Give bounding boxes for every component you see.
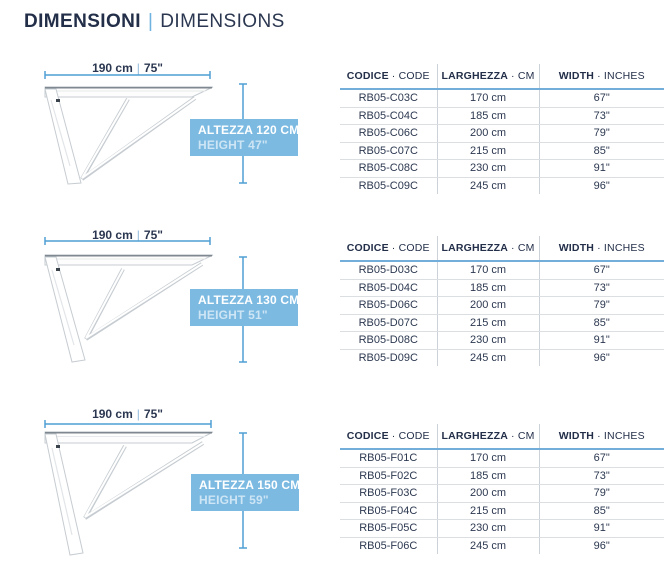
code-cell: RB05-D03C — [340, 261, 437, 279]
code-cell: RB05-F05C — [340, 520, 437, 538]
col-header-width-inches: WIDTH · INCHES — [539, 236, 664, 261]
table-row — [340, 502, 664, 520]
dimensions-table-130 — [340, 236, 664, 366]
title-italian: DIMENSIONI — [24, 11, 141, 32]
width-in-cell: 85" — [539, 142, 664, 160]
width-in-cell: 67" — [539, 89, 664, 107]
col-header-code: CODICE · CODE — [340, 424, 437, 449]
code-cell: RB05-C03C — [340, 89, 437, 107]
width-in-cell: 73" — [539, 467, 664, 485]
width-cm-cell: 230 cm — [437, 520, 539, 538]
table-row — [340, 314, 664, 332]
code-cell: RB05-D07C — [340, 314, 437, 332]
width-in-cell: 96" — [539, 349, 664, 366]
height-badge-130: ALTEZZA 130 CM HEIGHT 51" — [190, 289, 298, 326]
code-cell: RB05-C09C — [358, 179, 418, 192]
table-row — [340, 332, 664, 350]
col-header-width-inches: WIDTH · INCHES — [539, 64, 664, 89]
width-cm-cell: 215 cm — [437, 142, 539, 160]
width-cm-cell: 185 cm — [437, 467, 539, 485]
bracket-arm — [45, 432, 213, 555]
width-dimension-label: 190 cm | 75" — [92, 228, 163, 242]
width-cm-cell: 245 cm — [437, 177, 539, 194]
code-cell: RB05-D09C — [358, 351, 418, 364]
width-in-cell: 85" — [539, 314, 664, 332]
code-cell: RB05-D08C — [340, 332, 437, 350]
width-cm-cell: 170 cm — [437, 449, 539, 467]
width-in-cell: 79" — [539, 125, 664, 143]
width-cm-cell: 200 cm — [437, 125, 539, 143]
title-english: DIMENSIONS — [160, 11, 285, 32]
col-header-width-cm: LARGHEZZA · CM — [437, 424, 539, 449]
code-cell: RB05-C04C — [340, 107, 437, 125]
bracket-arm — [45, 255, 213, 362]
width-dimension-label: 190 cm | 75" — [92, 407, 163, 421]
code-cell: RB05-C06C — [340, 125, 437, 143]
width-cm-cell: 185 cm — [437, 279, 539, 297]
width-dimension-line — [45, 71, 210, 79]
table-row — [340, 520, 664, 538]
table-header-row — [340, 236, 664, 261]
table-row — [340, 349, 664, 366]
dimensions-table-120 — [340, 64, 664, 194]
dimensions-table-150 — [340, 424, 664, 554]
width-in-cell: 91" — [539, 332, 664, 350]
code-cell: RB05-D04C — [340, 279, 437, 297]
code-cell: RB05-C07C — [340, 142, 437, 160]
code-cell: RB05-F02C — [340, 467, 437, 485]
code-cell: RB05-F06C — [359, 539, 418, 552]
code-cell: RB05-D06C — [340, 297, 437, 315]
table-row — [340, 485, 664, 503]
width-in-cell: 96" — [539, 537, 664, 554]
col-header-width-inches: WIDTH · INCHES — [539, 424, 664, 449]
height-badge-150: ALTEZZA 150 CM HEIGHT 59" — [191, 474, 299, 511]
table-header-row — [340, 424, 664, 449]
table-row — [340, 261, 664, 279]
table-row — [340, 177, 664, 194]
table-row — [340, 279, 664, 297]
table-row — [340, 107, 664, 125]
width-cm-cell: 200 cm — [437, 485, 539, 503]
width-dimension-label: 190 cm | 75" — [92, 61, 163, 75]
width-in-cell: 91" — [539, 160, 664, 178]
col-header-width-cm: LARGHEZZA · CM — [437, 236, 539, 261]
col-header-code: CODICE · CODE — [340, 236, 437, 261]
col-header-width-cm: LARGHEZZA · CM — [437, 64, 539, 89]
width-in-cell: 67" — [539, 261, 664, 279]
title-separator: | — [147, 11, 154, 32]
width-cm-cell: 215 cm — [437, 502, 539, 520]
table-row — [340, 125, 664, 143]
width-cm-cell: 185 cm — [437, 107, 539, 125]
table-row — [340, 467, 664, 485]
width-in-cell: 73" — [539, 107, 664, 125]
col-header-code: CODICE · CODE — [340, 64, 437, 89]
code-cell: RB05-F04C — [340, 502, 437, 520]
width-in-cell: 96" — [539, 177, 664, 194]
width-cm-cell: 245 cm — [437, 349, 539, 366]
width-cm-cell: 215 cm — [437, 314, 539, 332]
table-row — [340, 297, 664, 315]
width-dimension-line — [45, 420, 211, 428]
width-in-cell: 79" — [539, 297, 664, 315]
width-cm-cell: 245 cm — [437, 537, 539, 554]
height-badge-120: ALTEZZA 120 CM HEIGHT 47" — [190, 119, 298, 156]
table-row — [340, 160, 664, 178]
width-cm-cell: 170 cm — [437, 261, 539, 279]
table-row — [340, 449, 664, 467]
width-cm-cell: 170 cm — [437, 89, 539, 107]
code-cell: RB05-F01C — [340, 449, 437, 467]
table-header-row — [340, 64, 664, 89]
width-in-cell: 91" — [539, 520, 664, 538]
width-cm-cell: 200 cm — [437, 297, 539, 315]
table-row — [340, 537, 664, 554]
code-cell: RB05-C08C — [340, 160, 437, 178]
bracket-arm — [45, 87, 213, 184]
width-in-cell: 73" — [539, 279, 664, 297]
table-row — [340, 89, 664, 107]
width-cm-cell: 230 cm — [437, 160, 539, 178]
width-in-cell: 67" — [539, 449, 664, 467]
width-cm-cell: 230 cm — [437, 332, 539, 350]
table-row — [340, 142, 664, 160]
width-in-cell: 85" — [539, 502, 664, 520]
width-dimension-line — [45, 237, 210, 245]
page-title — [24, 11, 285, 33]
width-in-cell: 79" — [539, 485, 664, 503]
code-cell: RB05-F03C — [340, 485, 437, 503]
